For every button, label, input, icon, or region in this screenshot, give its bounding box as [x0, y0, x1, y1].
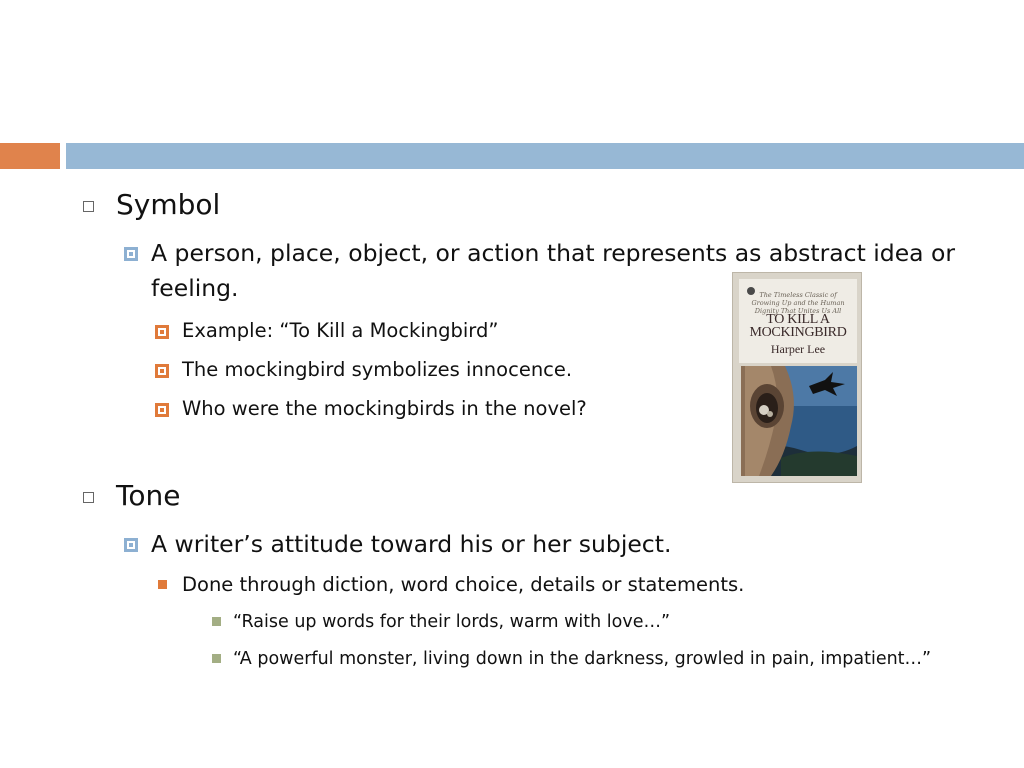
- book-author: Harper Lee: [770, 342, 826, 356]
- tone-detail: Done through diction, word choice, details or statements.: [182, 573, 745, 596]
- blue-square-bullet-icon: [124, 538, 138, 552]
- book-title: TO KILL A MOCKINGBIRD: [749, 312, 847, 340]
- orange-square-bullet-icon: [155, 325, 169, 339]
- book-cover-image: [732, 272, 862, 483]
- book-tagline: The Timeless Classic of Growing Up and the Human Dignity That Unites Us All: [751, 291, 845, 315]
- green-square-bullet-icon: [212, 654, 221, 663]
- symbol-definition: A person, place, object, or action that represents as abstract idea or feeling.: [151, 239, 956, 302]
- tone-example: “Raise up words for their lords, warm with love…”: [233, 612, 671, 632]
- orange-square-bullet-icon: [155, 364, 169, 378]
- accent-bar-orange: [0, 143, 60, 169]
- tone-example: “A powerful monster, living down in the darkness, growled in pain, impatient…”: [233, 649, 932, 669]
- accent-bar-blue: [66, 143, 1024, 169]
- tone-heading: Tone: [116, 479, 181, 512]
- blue-square-bullet-icon: [124, 247, 138, 261]
- symbol-detail: Example: “To Kill a Mockingbird”: [182, 319, 499, 342]
- symbol-detail: The mockingbird symbolizes innocence.: [182, 358, 573, 381]
- hollow-square-bullet-icon: [83, 492, 94, 503]
- tree-nest-bird-illustration: [741, 366, 857, 476]
- book-cover-title-panel: [739, 279, 857, 363]
- orange-square-bullet-icon: [158, 580, 167, 589]
- orange-square-bullet-icon: [155, 403, 169, 417]
- tone-definition: A writer’s attitude toward his or her subject.: [151, 530, 672, 558]
- symbol-heading: Symbol: [116, 188, 221, 221]
- green-square-bullet-icon: [212, 617, 221, 626]
- symbol-detail: Who were the mockingbirds in the novel?: [182, 397, 587, 420]
- hollow-square-bullet-icon: [83, 201, 94, 212]
